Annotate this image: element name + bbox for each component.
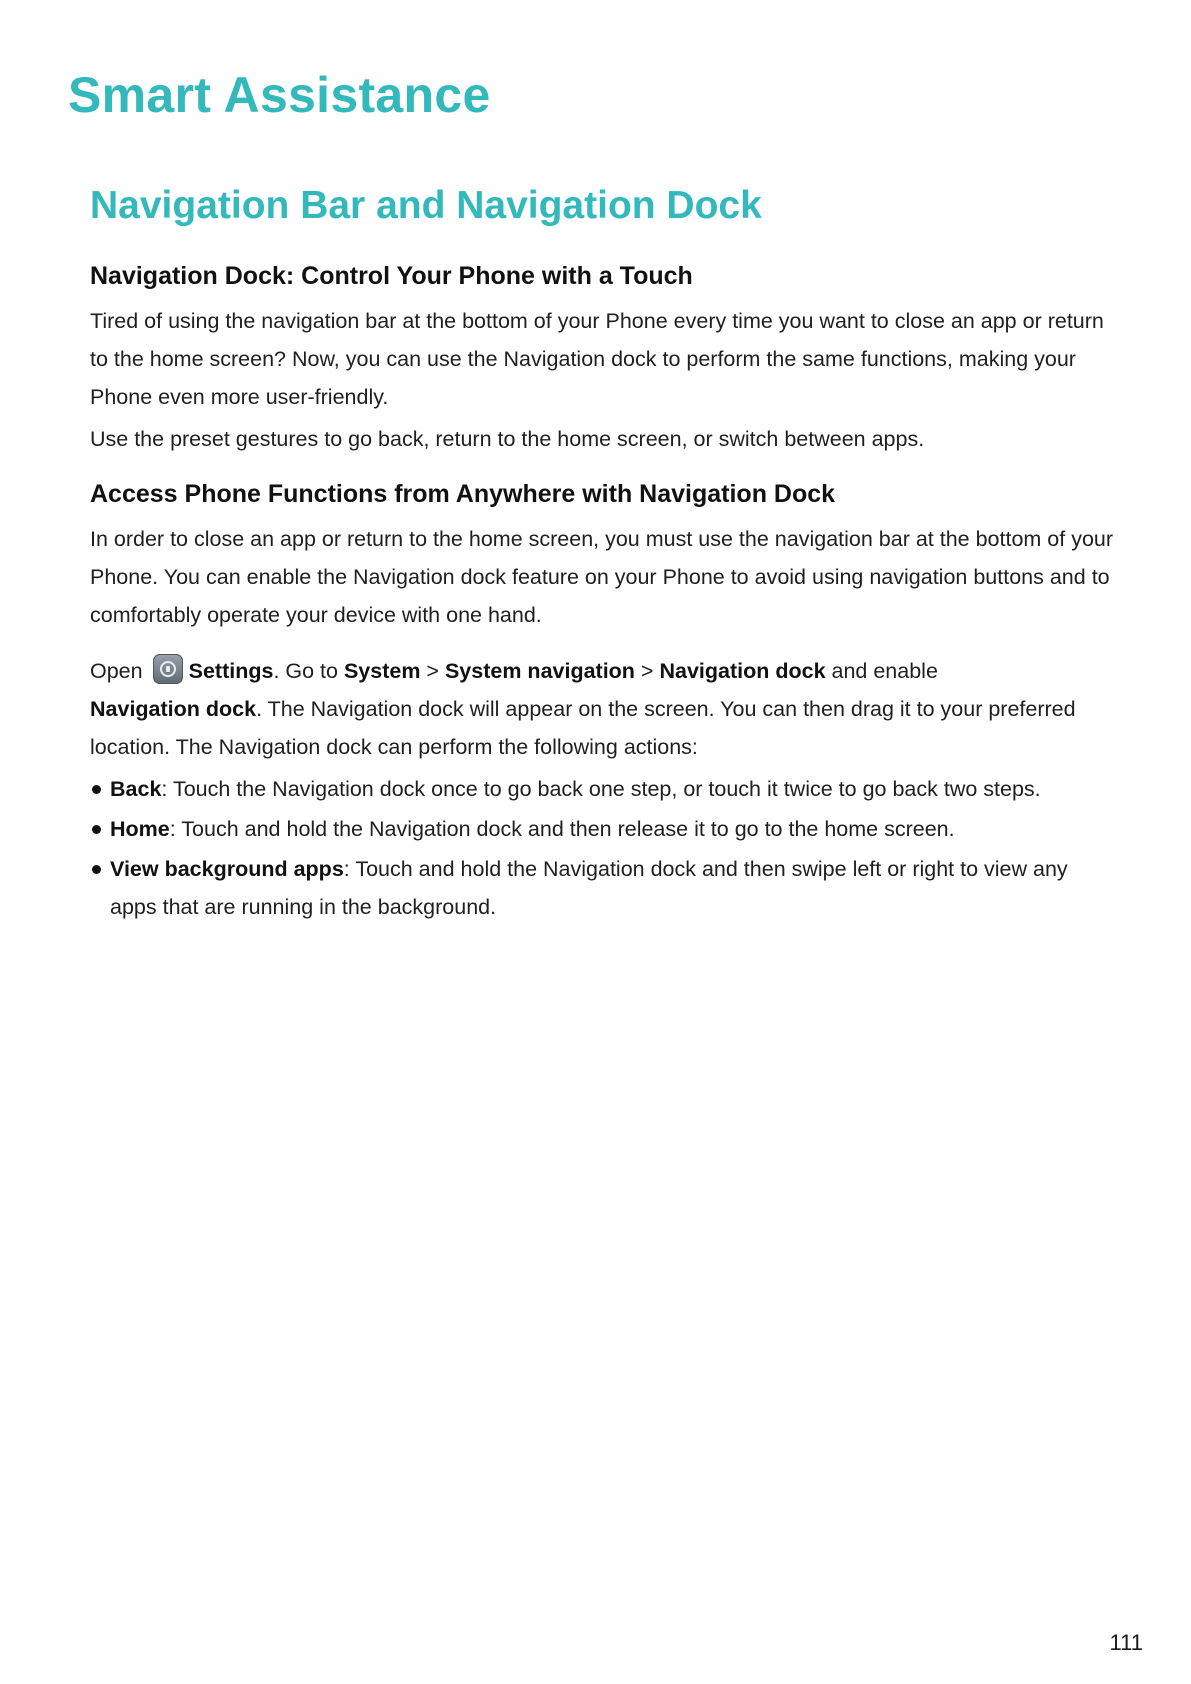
page-content [90,180,1120,928]
paragraph-access-intro: In order to close an app or return to the home screen, you must use the navigation bar at the bottom of your Phone. You can enable the Navigation dock feature on your Phone to avoid using navigation buttons and to comfortably operate your device with one hand. [90,527,1114,627]
paragraph-gestures: Use the preset gestures to go back, return to the home screen, or switch between apps. [90,427,925,451]
bullet-icon [92,785,101,794]
action-desc: : Touch and hold the Navigation dock and then release it to go to the home screen. [169,817,955,841]
path-separator: > [634,659,660,683]
page-number: 111 [1109,1630,1143,1655]
instructions-rest-text: . The Navigation dock will appear on the screen. You can then drag it to your preferred location. The Navigation dock can perform the following actions: [90,697,1076,759]
system-label: System [343,659,421,683]
action-term: Home [110,817,170,841]
action-term: Back [110,777,162,801]
navigation-dock-label: Navigation dock [659,659,826,683]
path-separator: > [420,659,445,683]
chapter-title: Smart Assistance [68,67,491,123]
subsection-title-navigation-dock: Navigation Dock: Control Your Phone with a Touch [90,262,693,290]
navigation-dock-label: Navigation dock [90,697,257,721]
bullet-icon [92,825,101,834]
system-navigation-label: System navigation [444,659,635,683]
actions-list [90,770,1120,926]
paragraph-instructions [90,652,1120,766]
list-item [90,770,1120,808]
list-item [90,850,1120,926]
settings-icon [153,654,183,684]
goto-text: . Go to [273,659,344,683]
paragraph-intro: Tired of using the navigation bar at the bottom of your Phone every time you want to close an app or return to the home screen? Now, you can use the Navigation dock to perform the same functions, making your Phone even more user-friendly. [90,309,1104,409]
open-text: Open [90,659,143,683]
list-item [90,810,1120,848]
action-desc: : Touch and hold the Navigation dock and then swipe left or right to view any apps that are running in the background. [110,857,1068,919]
action-term: View background apps [110,857,344,881]
and-enable-text: and enable [825,659,938,683]
action-desc: : Touch the Navigation dock once to go back one step, or touch it twice to go back two steps. [161,777,1041,801]
bullet-icon [92,865,101,874]
subsection-title-access-functions: Access Phone Functions from Anywhere with Navigation Dock [90,480,836,508]
settings-label: Settings [188,659,274,683]
section-title: Navigation Bar and Navigation Dock [90,184,762,227]
